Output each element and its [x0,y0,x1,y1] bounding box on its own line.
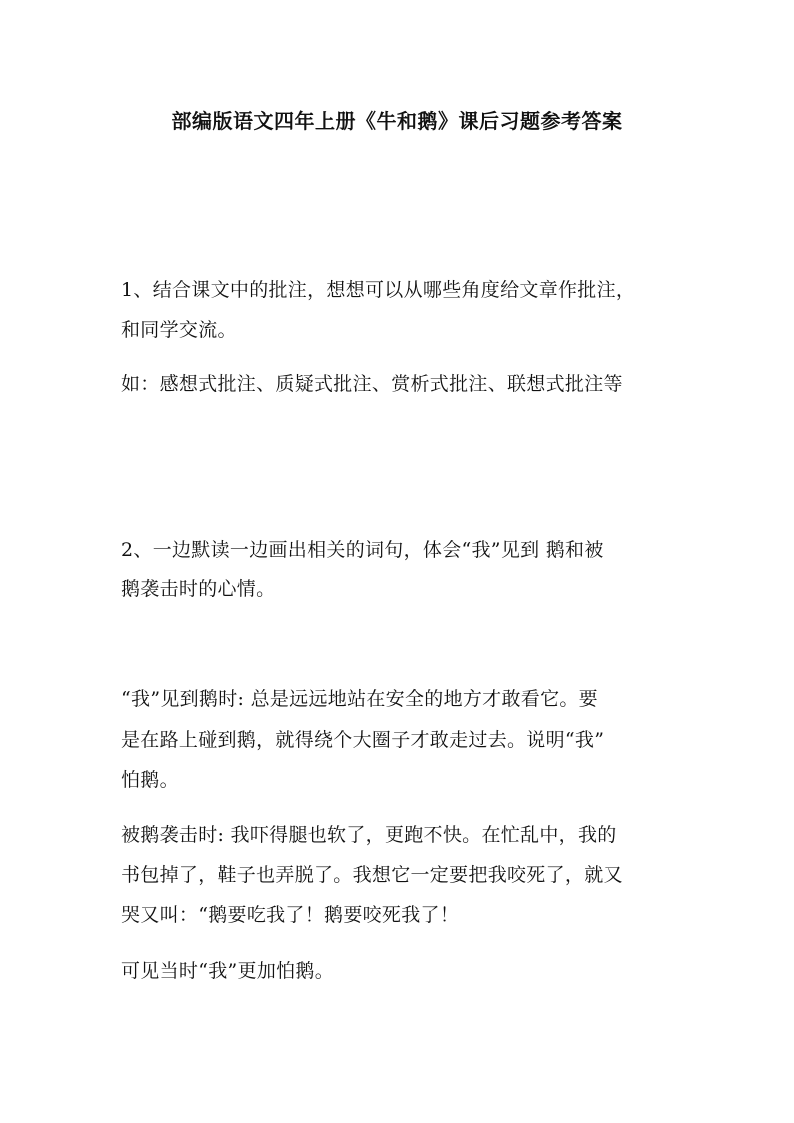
answer-2-para-2-line-1: 被鹅袭击时: 我吓得腿也软了，更跑不快。在忙乱中，我的 [121,824,617,846]
answer-2-para-2-line-2: 书包掉了，鞋子也弄脱了。我想它一定要把我咬死了，就又 [121,864,623,886]
question-2-line-1: 2、一边默读一边画出相关的词句，体会“我”见到 鹅和被 [121,539,604,561]
answer-2-para-1-line-3: 怕鹅。 [121,769,179,791]
answer-2-para-1-line-2: 是在路上碰到鹅，就得绕个大圈子才敢走过去。说明“我” [121,729,605,751]
answer-2-para-1-line-1: “我”见到鹅时: 总是远远地站在安全的地方才敢看它。要 [121,688,598,710]
question-1-line-2: 和同学交流。 [121,319,237,341]
answer-1: 如：感想式批注、质疑式批注、赏析式批注、联想式批注等 [121,373,623,395]
answer-2-para-2-line-3: 哭又叫：“鹅要吃我了！鹅要咬死我了！ [121,904,460,926]
document-title: 部编版语文四年上册《牛和鹅》课后习题参考答案 [171,109,623,133]
question-1-line-1: 1、结合课文中的批注，想想可以从哪些角度给文章作批注， [121,279,636,301]
question-2-line-2: 鹅袭击时的心情。 [121,578,276,600]
answer-2-conclusion: 可见当时“我”更加怕鹅。 [121,960,335,982]
